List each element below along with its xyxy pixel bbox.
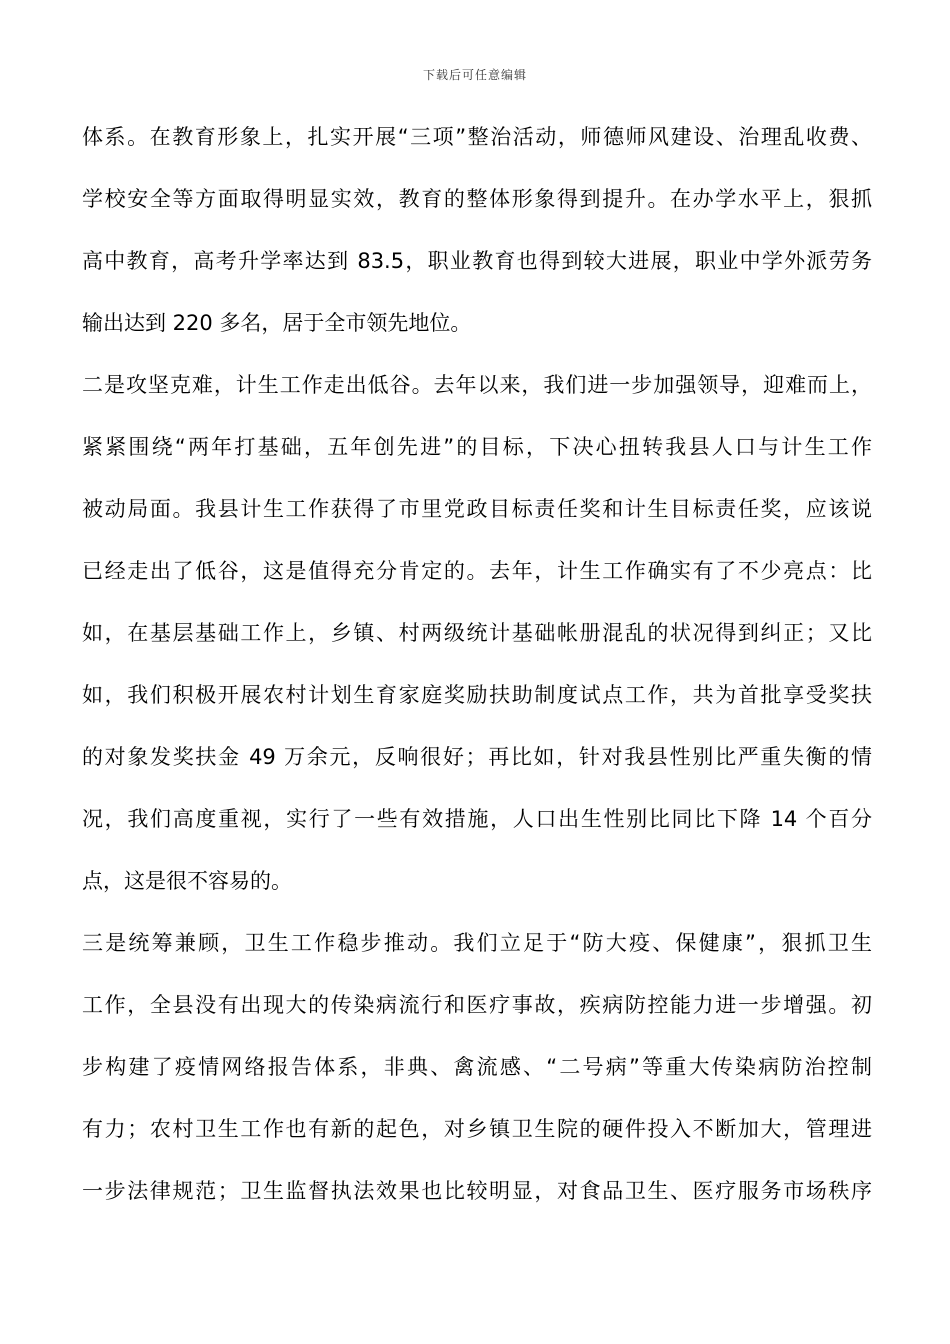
text-line: 紧紧围绕“两年打基础，五年创先进”的目标，下决心扭转我县人口与计生工作 — [82, 435, 872, 459]
text-line: 高中教育，高考升学率达到 83.5，职业教育也得到较大进展，职业中学外派劳务 — [82, 249, 872, 273]
page-header: 下载后可任意编辑 — [422, 68, 527, 82]
text-line: 的对象发奖扶金 49 万余元，反响很好；再比如，针对我县性别比严重失衡的情 — [82, 745, 872, 769]
text-line: 被动局面。我县计生工作获得了市里党政目标责任奖和计生目标责任奖，应该说 — [82, 497, 872, 521]
text-line: 如，在基层基础工作上，乡镇、村两级统计基础帐册混乱的状况得到纠正；又比 — [82, 621, 872, 645]
text-line: 况，我们高度重视，实行了一些有效措施，人口出生性别比同比下降 14 个百分 — [82, 807, 872, 831]
text-line: 步构建了疫情网络报告体系，非典、禽流感、“二号病”等重大传染病防治控制 — [82, 1055, 872, 1079]
text-line: 工作，全县没有出现大的传染病流行和医疗事故，疾病防控能力进一步增强。初 — [82, 993, 872, 1017]
text-line: 二是攻坚克难，计生工作走出低谷。去年以来，我们进一步加强领导，迎难而上， — [82, 373, 872, 397]
text-line: 三是统筹兼顾，卫生工作稳步推动。我们立足于“防大疫、保健康”，狠抓卫生 — [82, 931, 872, 955]
text-line: 已经走出了低谷，这是值得充分肯定的。去年，计生工作确实有了不少亮点：比 — [82, 559, 872, 583]
text-line: 点，这是很不容易的。 — [82, 869, 292, 893]
text-line: 输出达到 220 多名，居于全市领先地位。 — [82, 311, 472, 335]
text-line: 体系。在教育形象上，扎实开展“三项”整治活动，师德师风建设、治理乱收费、 — [82, 125, 872, 149]
text-line: 学校安全等方面取得明显实效，教育的整体形象得到提升。在办学水平上，狠抓 — [82, 187, 872, 211]
text-line: 如，我们积极开展农村计划生育家庭奖励扶助制度试点工作，共为首批享受奖扶 — [82, 683, 872, 707]
text-line: 有力；农村卫生工作也有新的起色，对乡镇卫生院的硬件投入不断加大，管理进 — [82, 1117, 872, 1141]
text-line: 一步法律规范；卫生监督执法效果也比较明显，对食品卫生、医疗服务市场秩序 — [82, 1179, 872, 1203]
document-body — [82, 106, 872, 1222]
